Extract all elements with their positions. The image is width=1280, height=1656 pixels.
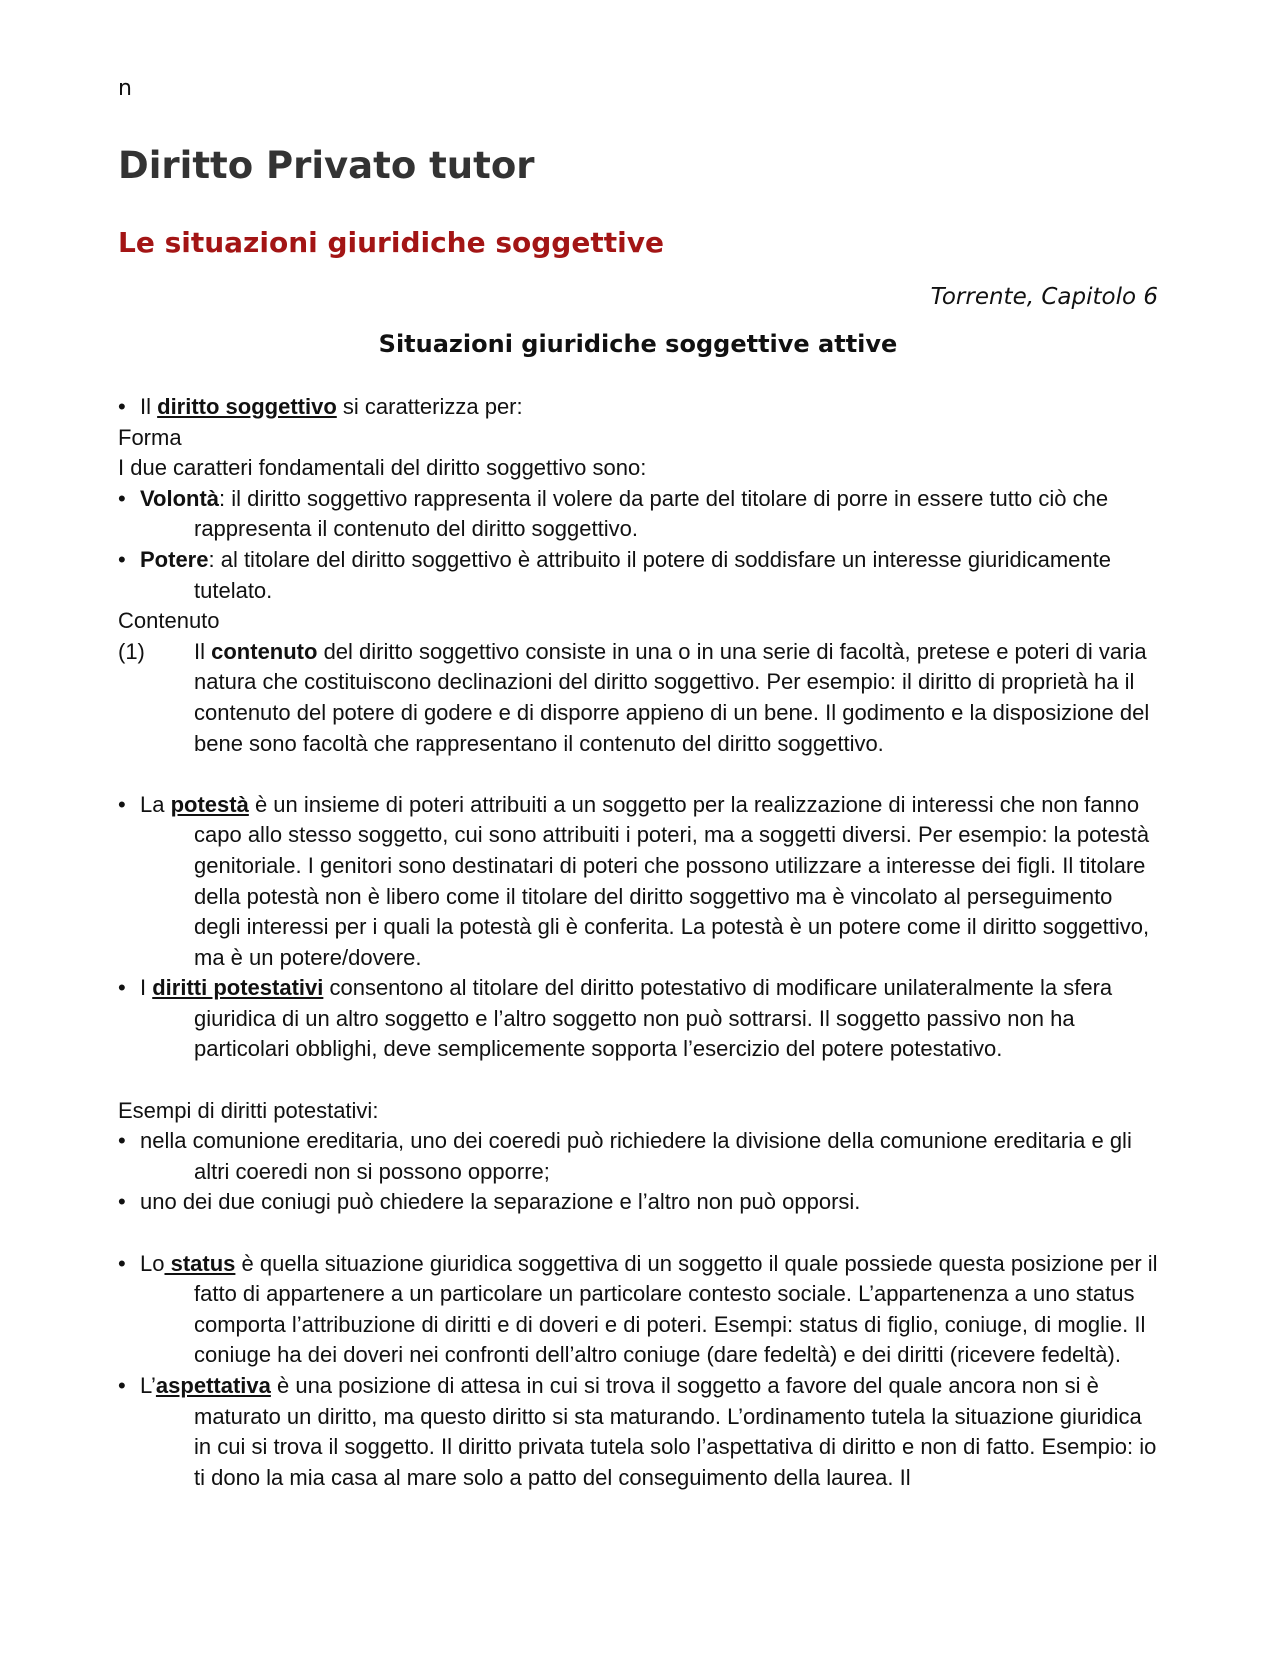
- bullet-potere: [118, 545, 1158, 606]
- term-status: status: [164, 1250, 236, 1276]
- text-run: : al titolare del diritto soggettivo è attribuito il potere di soddisfare un interesse giuridicamente tutelato.: [194, 546, 1111, 603]
- term-potesta: potestà: [170, 791, 249, 817]
- document-body: [118, 392, 1158, 1493]
- text-run: è un insieme di poteri attribuiti a un soggetto per la realizzazione di interessi che non fanno capo allo stesso soggetto, cui sono attribuiti i poteri, ma a soggetti diversi. Per esempio: la potestà genitoriale. I genitori sono destinatari di poteri che possono utilizzare a interesse dei figli. Il titolare della potestà non è libero come il titolare del diritto soggettivo ma è vincolato al perseguimento degli interessi per i quali la potestà gli è conferita. La potestà è un potere come il diritto soggettivo, ma è un potere/dovere.: [194, 791, 1150, 970]
- bullet-aspettativa: [118, 1371, 1158, 1493]
- text-run: del diritto soggettivo consiste in una o in una serie di facoltà, pretese e poteri di varia natura che costituiscono declinazioni del diritto soggettivo. Per esempio: il diritto di proprietà ha il contenuto del potere di godere e di disporre appieno di un bene. Il godimento e la disposizione del bene sono facoltà che rappresentano il contenuto del diritto soggettivo.: [194, 638, 1150, 756]
- numbered-item-contenuto: [118, 637, 1158, 759]
- bullet-diritto-soggettivo: [118, 392, 1158, 423]
- document-title: Diritto Privato tutor: [118, 144, 535, 187]
- bullet-diritti-potestativi: [118, 973, 1158, 1065]
- bullet-potesta: [118, 790, 1158, 974]
- text-run: I: [140, 975, 153, 1001]
- label-esempi: Esempi di diritti potestativi:: [118, 1097, 379, 1123]
- bullet-esempio-coniugi: • uno dei due coniugi può chiedere la separazione e l’altro non può opporsi.: [118, 1187, 1158, 1218]
- bullet-volonta: [118, 484, 1158, 545]
- label-contenuto: Contenuto: [118, 608, 220, 634]
- bullet-esempio-comunione: • nella comunione ereditaria, uno dei coeredi può richiedere la divisione della comunione ereditaria e gli altri coeredi non si possono opporre;: [118, 1126, 1158, 1187]
- text-run: La: [140, 791, 171, 817]
- term-volonta: Volontà: [140, 485, 220, 511]
- text-run: Lo: [140, 1250, 165, 1276]
- term-contenuto: contenuto: [211, 638, 318, 664]
- text-run: si caratterizza per:: [336, 394, 523, 419]
- section-heading: Situazioni giuridiche soggettive attive: [378, 330, 898, 358]
- text-run: consentono al titolare del diritto potestativo di modificare unilateralmente la sfera giuridica di un altro soggetto e l’altro soggetto non può sottrarsi. Il soggetto passivo non ha particolari obblighi, deve semplicemente sopporta l’esercizio del potere potestativo.: [194, 975, 1113, 1062]
- document-subtitle: Le situazioni giuridiche soggettive: [118, 226, 664, 259]
- label-forma: Forma: [118, 424, 182, 450]
- text-run: Il: [140, 394, 158, 419]
- source-reference: Torrente, Capitolo 6: [930, 284, 1158, 310]
- text-run: L’: [140, 1373, 156, 1398]
- text-run: : il diritto soggettivo rappresenta il volere da parte del titolare di porre in essere tutto ciò che rappresenta il contenuto del diritto soggettivo.: [194, 485, 1109, 542]
- text-run: è quella situazione giuridica soggettiva di un soggetto il quale possiede questa posizione per il fatto di appartenere a un particolare un particolare contesto sociale. L’appartenenza a uno status comporta l’attribuzione di diritti e di doveri e di poteri. Esempi: status di figlio, coniuge, di moglie. Il coniuge ha dei doveri nei confronti dell’altro coniuge (dare fedeltà) e dei diritti (ricevere fedeltà).: [194, 1250, 1158, 1368]
- term-aspettativa: aspettativa: [155, 1373, 271, 1398]
- term-diritti-potestativi: diritti potestativi: [152, 975, 324, 1001]
- term-diritto-soggettivo: diritto soggettivo: [157, 394, 337, 419]
- text-run: Il: [194, 638, 212, 664]
- item-number: (1): [118, 638, 145, 664]
- header-marker: n: [118, 76, 132, 101]
- bullet-status: [118, 1249, 1158, 1371]
- text-run: è una posizione di attesa in cui si trova il soggetto a favore del quale ancora non si è maturato un diritto, ma questo diritto si sta maturando. L’ordinamento tutela la situazione giuridica in cui si trova il soggetto. Il diritto privata tutela solo l’aspettativa di diritto e non di fatto. Esempio: io ti dono la mia casa al mare solo a patto del conseguimento della laurea. Il: [194, 1373, 1157, 1490]
- term-potere: Potere: [140, 546, 209, 572]
- intro-caratteri: I due caratteri fondamentali del diritto soggettivo sono:: [118, 455, 647, 481]
